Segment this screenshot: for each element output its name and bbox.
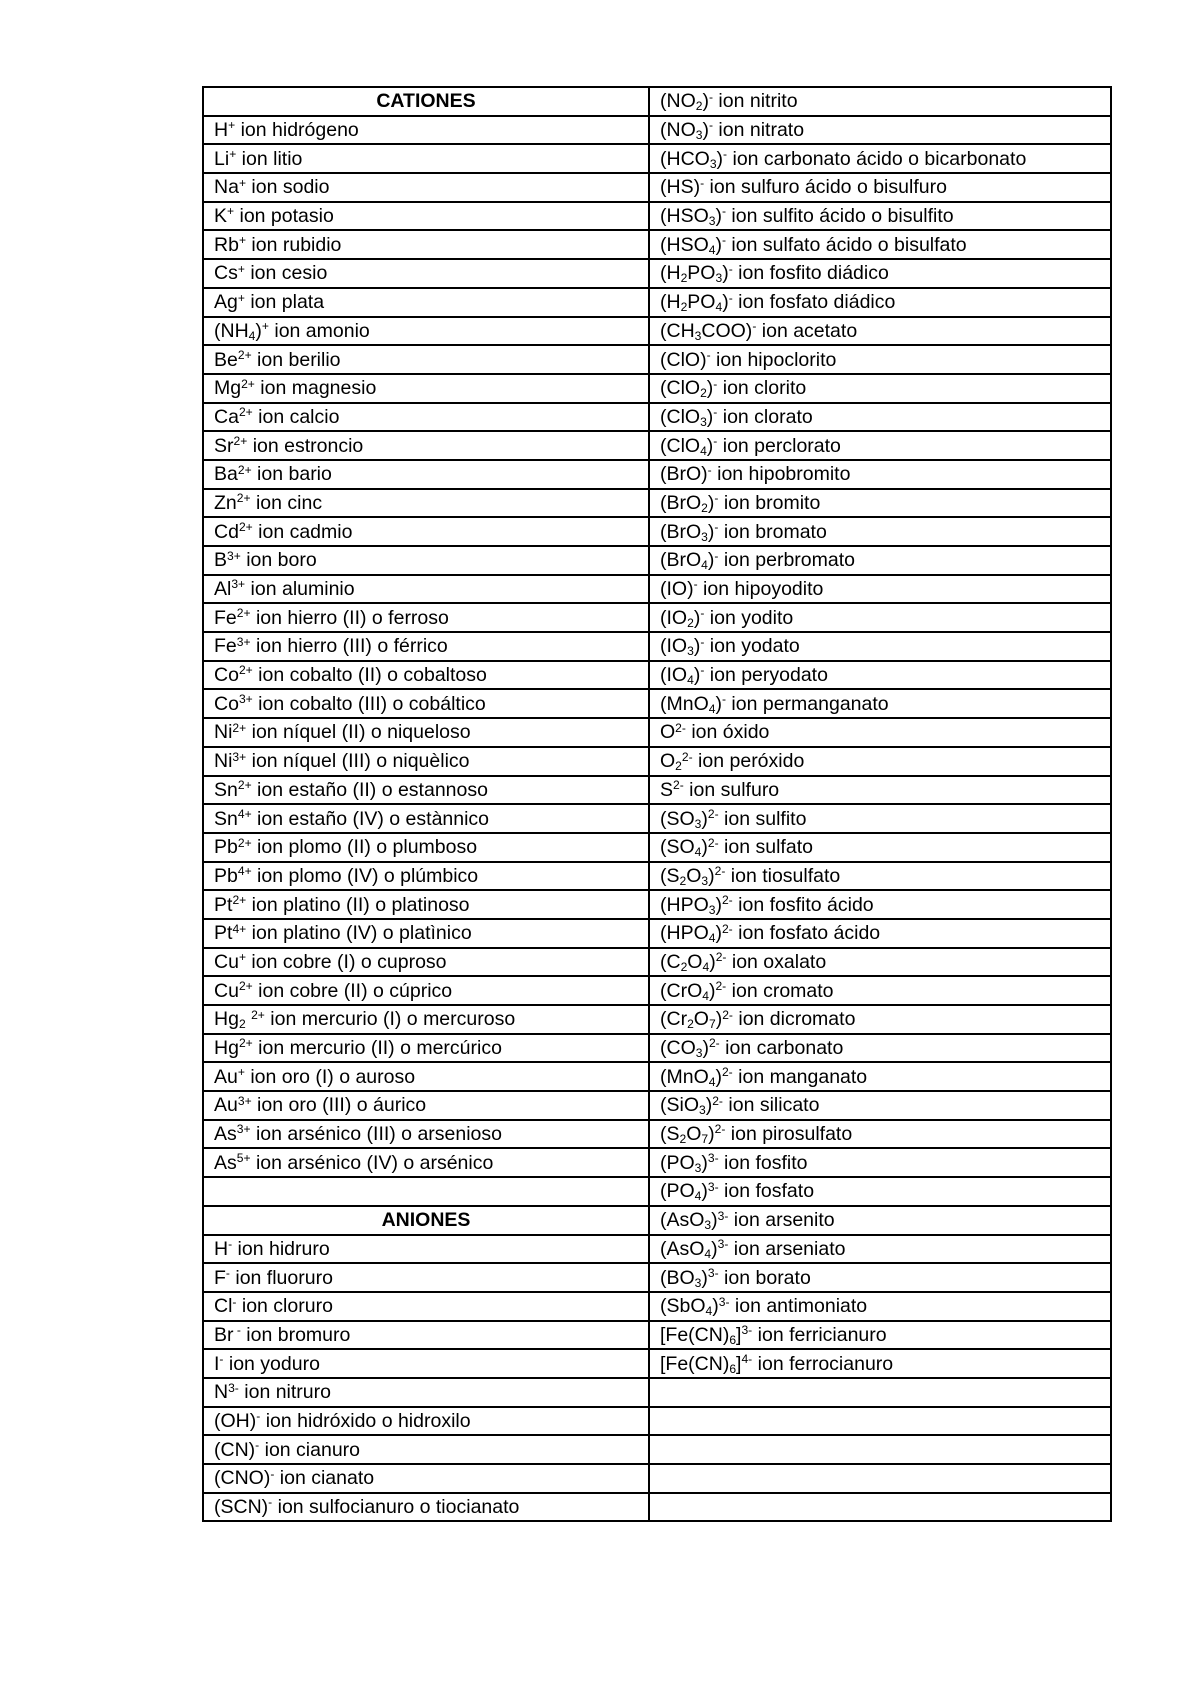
left-cell: Li+ ion litio [203, 144, 649, 173]
left-cell: $Ni^{2+}$ ion níquel (II) o niqueloso [203, 718, 649, 747]
left-cell: (CNO)- ion cianato [203, 1464, 649, 1493]
table-row [203, 575, 1111, 604]
left-cell: $Pt^{2+}$ ion platino (II) o platinoso [203, 890, 649, 919]
right-cell [649, 1435, 1111, 1464]
right-cell: $(HSO_3)^-$ ion sulfito ácido o bisulfito [649, 202, 1111, 231]
right-cell: $(S_2O_3)^{2-}$ ion tiosulfato [649, 862, 1111, 891]
left-cell: $Pt^{4+}$ ion platino (IV) o platìnico [203, 919, 649, 948]
table-row [203, 661, 1111, 690]
left-cell: $N^{3-}$ ion nitruro [203, 1378, 649, 1407]
left-cell: $Au^{3+}$ ion oro (III) o áurico [203, 1091, 649, 1120]
table-row [203, 919, 1111, 948]
right-cell: (BrO)- ion hipobromito [649, 460, 1111, 489]
right-cell: $(MnO_4)^{2-}$ ion manganato [649, 1062, 1111, 1091]
left-cell: Cl- ion cloruro [203, 1292, 649, 1321]
left-cell [203, 1177, 649, 1206]
table-row [203, 87, 1111, 116]
table-row [203, 1493, 1111, 1522]
table-row [203, 403, 1111, 432]
right-cell: $(HSO_4)^-$ ion sulfato ácido o bisulfato [649, 230, 1111, 259]
table-row [203, 890, 1111, 919]
right-cell: $(HPO_3)^{2-}$ ion fosfito ácido [649, 890, 1111, 919]
table-row [203, 862, 1111, 891]
table-row [203, 202, 1111, 231]
table-row [203, 1464, 1111, 1493]
left-cell: (CN)- ion cianuro [203, 1435, 649, 1464]
left-cell: $Cu^{2+}$ ion cobre (II) o cúprico [203, 976, 649, 1005]
right-cell: (BrO$_2$)- ion bromito [649, 489, 1111, 518]
left-cell: Cu+ ion cobre (I) o cuproso [203, 948, 649, 977]
right-cell: $(SO_4)^{2-}$ ion sulfato [649, 833, 1111, 862]
right-cell: $(PO_3)^{3-}$ ion fosfito [649, 1148, 1111, 1177]
right-cell: $(HCO_3)^-$ ion carbonato ácido o bicarbonato [649, 144, 1111, 173]
table-row [203, 288, 1111, 317]
left-cell: I- ion yoduro [203, 1349, 649, 1378]
left-cell: $Hg_2$ $^{2+}$ ion mercurio (I) o mercuroso [203, 1005, 649, 1034]
right-cell: $(BO_3)^{3-}$ ion borato [649, 1263, 1111, 1292]
table-row [203, 144, 1111, 173]
right-cell: (BrO$_3$)- ion bromato [649, 517, 1111, 546]
table-row [203, 116, 1111, 145]
right-cell: $(S_2O_7)^{2-}$ ion pirosulfato [649, 1120, 1111, 1149]
table-row [203, 976, 1111, 1005]
table-row [203, 1005, 1111, 1034]
table-row [203, 230, 1111, 259]
table-row [203, 546, 1111, 575]
right-cell: $(H_2PO_4)^-$ ion fosfato diádico [649, 288, 1111, 317]
right-cell [649, 1493, 1111, 1522]
right-cell: (BrO$_4$)- ion perbromato [649, 546, 1111, 575]
right-cell: $(CO_3)^{2-}$ ion carbonato [649, 1034, 1111, 1063]
right-cell: $(H_2PO_3)^-$ ion fosfito diádico [649, 259, 1111, 288]
left-cell: $Fe^{2+}$ ion hierro (II) o ferroso [203, 603, 649, 632]
left-cell: (OH)- ion hidróxido o hidroxilo [203, 1407, 649, 1436]
table-row [203, 1091, 1111, 1120]
left-cell: K+ ion potasio [203, 202, 649, 231]
right-cell: $[Fe(CN)_6]^{3-}$ ion ferricianuro [649, 1321, 1111, 1350]
table-row [203, 1435, 1111, 1464]
right-cell: (IO)- ion hipoyodito [649, 575, 1111, 604]
left-cell: H- ion hidruro [203, 1235, 649, 1264]
right-cell: $(NO_3)^-$ ion nitrato [649, 116, 1111, 145]
right-cell: $(IO_4)^-$ ion peryodato [649, 661, 1111, 690]
table-row [203, 317, 1111, 346]
table-row [203, 833, 1111, 862]
right-cell: (HS)- ion sulfuro ácido o bisulfuro [649, 173, 1111, 202]
right-cell: $(AsO_4)^{3-}$ ion arseniato [649, 1235, 1111, 1264]
right-cell [649, 1407, 1111, 1436]
left-cell: $As^{3+}$ ion arsénico (III) o arsenioso [203, 1120, 649, 1149]
table-row [203, 689, 1111, 718]
right-cell: (ClO$_3$)- ion clorato [649, 403, 1111, 432]
table-row [203, 747, 1111, 776]
table-row [203, 1292, 1111, 1321]
left-cell: Ag+ ion plata [203, 288, 649, 317]
left-cell: (SCN)- ion sulfocianuro o tiocianato [203, 1493, 649, 1522]
table-row [203, 1177, 1111, 1206]
table-row [203, 1148, 1111, 1177]
right-cell: $(Cr_2O_7)^{2-}$ ion dicromato [649, 1005, 1111, 1034]
right-cell: $O_2^{2-}$ ion peróxido [649, 747, 1111, 776]
right-cell: $S^{2-}$ ion sulfuro [649, 776, 1111, 805]
right-cell: $(PO_4)^{3-}$ ion fosfato [649, 1177, 1111, 1206]
table-row [203, 804, 1111, 833]
right-cell: $(IO_2)^-$ ion yodito [649, 603, 1111, 632]
table-row [203, 1034, 1111, 1063]
right-cell: $(CrO_4)^{2-}$ ion cromato [649, 976, 1111, 1005]
left-cell: $Mg^{2+}$ ion magnesio [203, 374, 649, 403]
right-cell: (ClO$_2$)- ion clorito [649, 374, 1111, 403]
table-row [203, 603, 1111, 632]
left-cell: Au+ ion oro (I) o auroso [203, 1062, 649, 1091]
left-cell: $Al^{3+}$ ion aluminio [203, 575, 649, 604]
right-cell: $(SbO_4)^{3-}$ ion antimoniato [649, 1292, 1111, 1321]
table-row [203, 1062, 1111, 1091]
table-row [203, 1120, 1111, 1149]
left-cell: $Be^{2+}$ ion berilio [203, 345, 649, 374]
table-row [203, 1349, 1111, 1378]
ion-table-body [203, 87, 1111, 1521]
left-cell: $Hg^{2+}$ ion mercurio (II) o mercúrico [203, 1034, 649, 1063]
right-cell [649, 1378, 1111, 1407]
left-cell: $Cd^{2+}$ ion cadmio [203, 517, 649, 546]
right-cell: (ClO$_4$)- ion perclorato [649, 431, 1111, 460]
right-cell: $[Fe(CN)_6]^{4-}$ ion ferrocianuro [649, 1349, 1111, 1378]
left-cell: $(NH_4)^+$ ion amonio [203, 317, 649, 346]
left-cell: $Sn^{2+}$ ion estaño (II) o estannoso [203, 776, 649, 805]
left-cell: F- ion fluoruro [203, 1263, 649, 1292]
table-row [203, 374, 1111, 403]
table-row [203, 345, 1111, 374]
table-row [203, 489, 1111, 518]
left-cell: Br - ion bromuro [203, 1321, 649, 1350]
table-row [203, 1263, 1111, 1292]
left-cell: $Pb^{4+}$ ion plomo (IV) o plúmbico [203, 862, 649, 891]
right-cell: $(CH_3COO)^-$ ion acetato [649, 317, 1111, 346]
table-row [203, 1206, 1111, 1235]
right-cell: $(AsO_3)^{3-}$ ion arsenito [649, 1206, 1111, 1235]
left-cell: Cs+ ion cesio [203, 259, 649, 288]
right-cell: $(SO_3)^{2-}$ ion sulfito [649, 804, 1111, 833]
table-row [203, 1321, 1111, 1350]
section-header: ANIONES [203, 1206, 649, 1235]
left-cell: $Sn^{4+}$ ion estaño (IV) o estànnico [203, 804, 649, 833]
section-header: CATIONES [203, 87, 649, 116]
left-cell: $Ca^{2+}$ ion calcio [203, 403, 649, 432]
left-cell: Rb+ ion rubidio [203, 230, 649, 259]
table-row [203, 173, 1111, 202]
left-cell: $Fe^{3+}$ ion hierro (III) o férrico [203, 632, 649, 661]
right-cell: (MnO$_4$)- ion permanganato [649, 689, 1111, 718]
table-row [203, 431, 1111, 460]
left-cell: $Pb^{2+}$ ion plomo (II) o plumboso [203, 833, 649, 862]
table-row [203, 517, 1111, 546]
left-cell: $Zn^{2+}$ ion cinc [203, 489, 649, 518]
table-row [203, 776, 1111, 805]
table-row [203, 948, 1111, 977]
right-cell: $(NO_2)^-$ ion nitrito [649, 87, 1111, 116]
right-cell: $(C_2O_4)^{2-}$ ion oxalato [649, 948, 1111, 977]
left-cell: H+ ion hidrógeno [203, 116, 649, 145]
left-cell: Na+ ion sodio [203, 173, 649, 202]
left-cell: $Co^{3+}$ ion cobalto (III) o cobáltico [203, 689, 649, 718]
left-cell: $B^{3+}$ ion boro [203, 546, 649, 575]
right-cell: $O^{2-}$ ion óxido [649, 718, 1111, 747]
ion-table [202, 86, 1112, 1522]
left-cell: $Ni^{3+}$ ion níquel (III) o niquèlico [203, 747, 649, 776]
table-row [203, 259, 1111, 288]
right-cell: $(HPO_4)^{2-}$ ion fosfato ácido [649, 919, 1111, 948]
table-row [203, 1235, 1111, 1264]
right-cell: $(SiO_3)^{2-}$ ion silicato [649, 1091, 1111, 1120]
left-cell: $Ba^{2+}$ ion bario [203, 460, 649, 489]
left-cell: $As^{5+}$ ion arsénico (IV) o arsénico [203, 1148, 649, 1177]
table-row [203, 460, 1111, 489]
left-cell: $Co^{2+}$ ion cobalto (II) o cobaltoso [203, 661, 649, 690]
left-cell: $Sr^{2+}$ ion estroncio [203, 431, 649, 460]
right-cell [649, 1464, 1111, 1493]
table-row [203, 1407, 1111, 1436]
table-row [203, 718, 1111, 747]
table-row [203, 1378, 1111, 1407]
right-cell: (ClO)- ion hipoclorito [649, 345, 1111, 374]
right-cell: $(IO_3)^-$ ion yodato [649, 632, 1111, 661]
table-row [203, 632, 1111, 661]
